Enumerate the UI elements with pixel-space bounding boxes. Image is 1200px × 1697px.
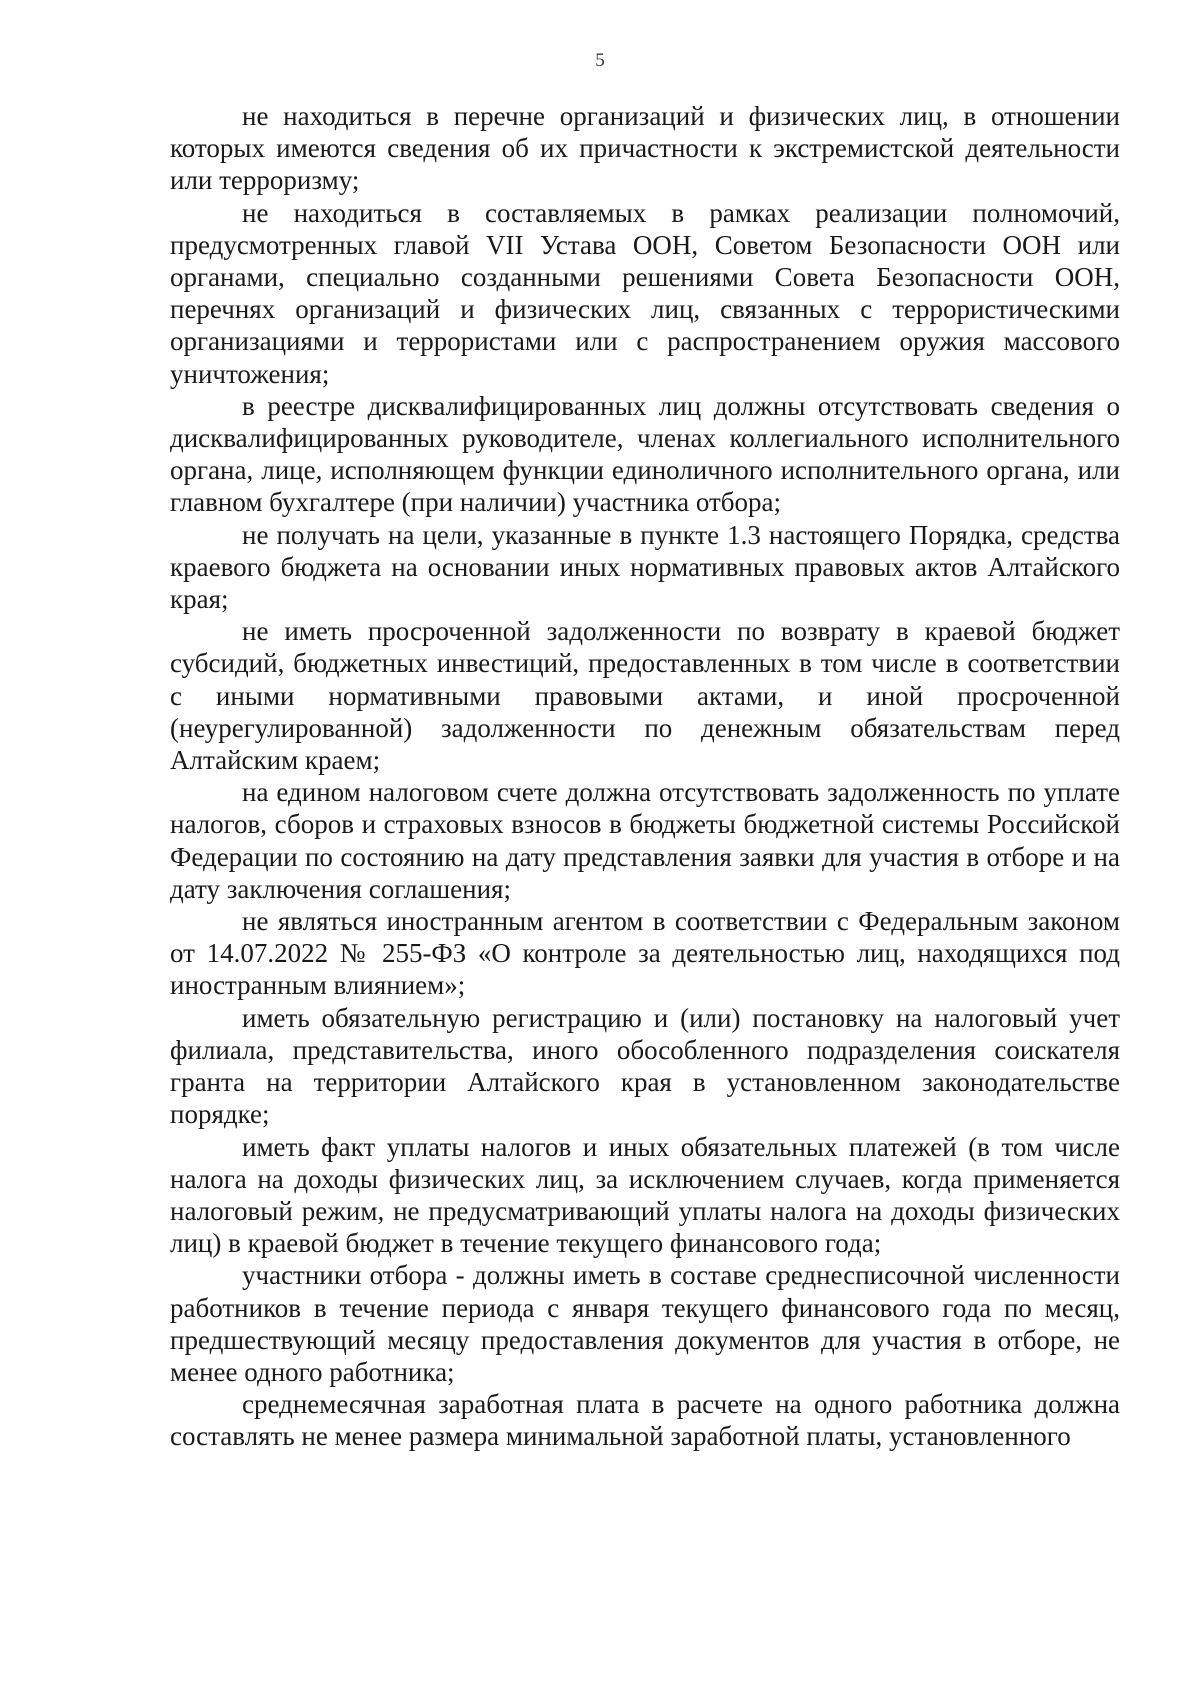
paragraph-un-sanctions-list: не находиться в составляемых в рамках реализации полномочий, предусмотренных главой VII Устава ООН, Советом Безопасности ООН или органами, специально созданными решениями Совета Безопасности ООН, перечнях организаций и физических лиц, связанных с террористическими организациями и террористами или с распространением оружия массового уничтожения; [170, 197, 1120, 389]
paragraph-no-other-funding: не получать на цели, указанные в пункте 1.3 настоящего Порядка, средства краевого бюджета на основании иных нормативных правовых актов Алтайского края; [170, 519, 1120, 615]
paragraph-registration: иметь обязательную регистрацию и (или) постановку на налоговый учет филиала, представительства, иного обособленного подразделения соискателя гранта на территории Алтайского края в установленном законодательстве порядке; [170, 1002, 1120, 1130]
page-number: 5 [595, 50, 605, 71]
paragraph-tax-account: на едином налоговом счете должна отсутствовать задолженность по уплате налогов, сборов и страховых взносов в бюджеты бюджетной системы Российской Федерации по состоянию на дату представления заявки для участия в отборе и на дату заключения соглашения; [170, 777, 1120, 904]
paragraph-no-overdue-debt: не иметь просроченной задолженности по возврату в краевой бюджет субсидий, бюджетных инвестиций, предоставленных в том числе в соответствии с иными нормативными правовыми актами, и иной просроченной (неурегулированной) задолженности по денежным обязательствам перед Алтайским краем; [170, 616, 1120, 776]
paragraph-extremism-list: не находиться в перечне организаций и физических лиц, в отношении которых имеются сведения об их причастности к экстремистской деятельности или терроризму; [170, 101, 1120, 196]
paragraph-salary: среднемесячная заработная плата в расчете на одного работника должна составлять не менее размера минимальной заработной платы, установленного [170, 1389, 1120, 1452]
paragraph-foreign-agent: не являться иностранным агентом в соответствии с Федеральным законом от 14.07.2022 № 255-ФЗ «О контроле за деятельностью лиц, находящихся под иностранным влиянием»; [170, 906, 1120, 1001]
paragraph-disqualified-persons: в реестре дисквалифицированных лиц должны отсутствовать сведения о дисквалифицированных руководителе, членах коллегиального исполнительного органа, лице, исполняющем функции единоличного исполнительного органа, или главном бухгалтере (при наличии) участника отбора; [170, 390, 1120, 518]
paragraph-tax-payment: иметь факт уплаты налогов и иных обязательных платежей (в том числе налога на доходы физических лиц, за исключением случаев, когда применяется налоговый режим, не предусматривающий уплаты налога на доходы физических лиц) в краевой бюджет в течение текущего финансового года; [170, 1131, 1120, 1259]
paragraph-employees: участники отбора - должны иметь в составе среднесписочной численности работников в течение периода с января текущего финансового года по месяц, предшествующий месяцу предоставления документов для участия в отборе, не менее одного работника; [170, 1260, 1120, 1387]
document-body [170, 100, 1120, 1453]
